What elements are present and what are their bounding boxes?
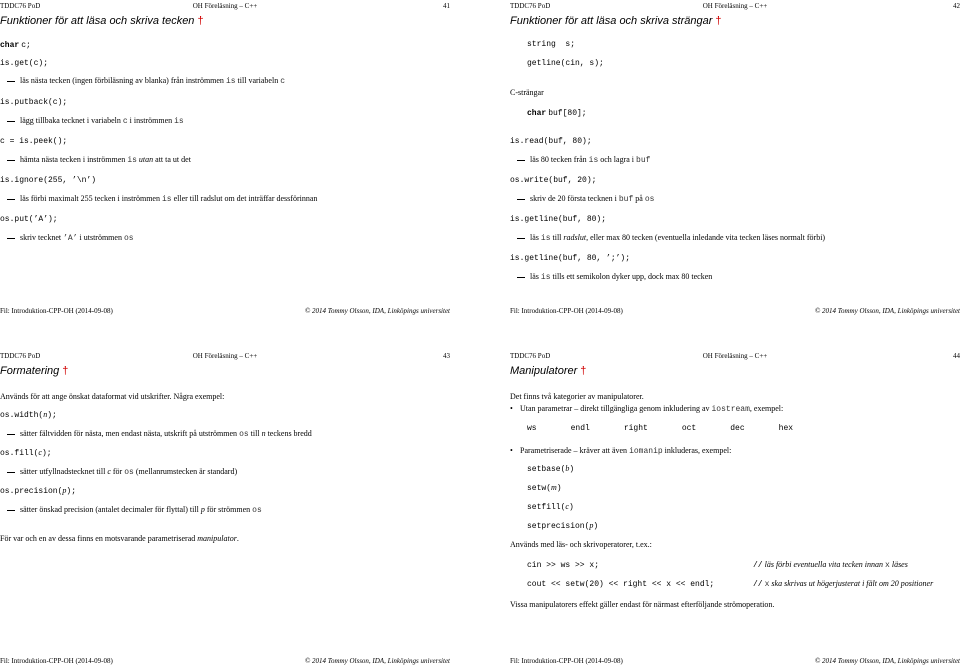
page-number: 44 <box>953 352 960 360</box>
dash-icon <box>517 160 525 161</box>
slide-43 <box>0 350 450 670</box>
slide-footer <box>0 305 450 317</box>
dash-icon <box>517 199 525 200</box>
manipulator-list: ws endl right oct dec hex <box>527 424 794 433</box>
code-line: setw(m) <box>527 483 562 493</box>
code-line: is.getline(buf, 80, ’;’); <box>510 254 631 263</box>
slide-footer <box>0 655 450 667</box>
code-line: char buf[80]; <box>527 109 587 118</box>
lecture-name: OH Föreläsning – C++ <box>702 352 768 360</box>
lecture-name: OH Föreläsning – C++ <box>192 352 258 360</box>
course-code: TDDC76 PoD <box>510 2 551 10</box>
intro-text: Används för att ange önskat dataformat vid utskrifter. Några exempel: <box>0 392 225 401</box>
dash-icon <box>7 121 15 122</box>
file-info: Fil: Introduktion-CPP-OH (2014-09-08) <box>510 307 623 315</box>
file-info: Fil: Introduktion-CPP-OH (2014-09-08) <box>0 307 113 315</box>
dash-icon <box>7 81 15 82</box>
slide-title: Funktioner för att läsa och skriva tecken † <box>0 15 204 27</box>
code-line: c = is.peek(); <box>0 137 68 146</box>
code-line: setbase(b) <box>527 464 575 474</box>
dash-icon <box>517 238 525 239</box>
closing-text: Vissa manipulatorers effekt gäller endast för närmast efterföljande strömoperation. <box>510 600 775 609</box>
course-code: TDDC76 PoD <box>0 352 41 360</box>
copyright: © 2014 Tommy Olsson, IDA, Linköpings universitet <box>304 307 450 315</box>
usage-text: Används med läs- och skrivoperatorer, t.ex.: <box>510 540 652 549</box>
code-line: setfill(c) <box>527 502 574 512</box>
closing-text: För var och en av dessa finns en motsvarande parametriserad manipulator. <box>0 534 239 543</box>
bullet-item: • Utan parametrar – direkt tillgängliga genom inkludering av iostream, exempel: <box>510 404 784 414</box>
description-line: hämta nästa tecken i inströmmen is utan att ta ut det <box>7 155 191 166</box>
code-line: os.write(buf, 20); <box>510 176 597 185</box>
description-line: skriv de 20 första tecknen i buf på os <box>517 194 654 205</box>
dagger-link[interactable]: † <box>715 15 722 27</box>
intro-text: Det finns två kategorier av manipulatorer. <box>510 392 644 401</box>
code-line: getline(cin, s); <box>527 59 604 68</box>
description-line: sätter önskad precision (antalet decimaler för flyttal) till p för strömmen os <box>7 505 262 516</box>
description-line: läs nästa tecken (ingen förbiläsning av blanka) från inströmmen is till variabeln c <box>7 76 285 87</box>
slide-header <box>0 350 450 362</box>
description-line: skriv tecknet ’A’ i utströmmen os <box>7 233 134 244</box>
course-code: TDDC76 PoD <box>0 2 41 10</box>
course-code: TDDC76 PoD <box>510 352 551 360</box>
dash-icon <box>7 199 15 200</box>
dash-icon <box>7 434 15 435</box>
bullet-icon: • <box>510 446 513 455</box>
file-info: Fil: Introduktion-CPP-OH (2014-09-08) <box>0 657 113 665</box>
description-line: sätter fältvidden för nästa, men endast nästa, utskrift på utströmmen os till n teckens bredd <box>7 429 312 440</box>
dagger-link[interactable]: † <box>580 365 587 377</box>
description-line: sätter utfyllnadstecknet till c för os (mellanrumstecken är standard) <box>7 467 237 478</box>
slide-header <box>0 0 450 12</box>
slide-title: Manipulatorer † <box>510 365 587 377</box>
lecture-name: OH Föreläsning – C++ <box>702 2 768 10</box>
slide-44 <box>510 350 960 670</box>
slide-header <box>510 0 960 12</box>
code-line: is.getline(buf, 80); <box>510 215 607 224</box>
code-example: cout << setw(20) << right << x << endl; // x ska skrivas ut högerjusterat i fält om 20 positioner <box>527 579 934 589</box>
code-line: is.get(c); <box>0 59 49 68</box>
dagger-link[interactable]: † <box>62 365 69 377</box>
code-example: cin >> ws >> x; // läs förbi eventuella vita tecken innan x läses <box>527 560 908 570</box>
slide-41 <box>0 0 450 320</box>
code-line: os.put(’A’); <box>0 215 58 224</box>
description-line: läs 80 tecken från is och lagra i buf <box>517 155 650 166</box>
slide-title: Formatering † <box>0 365 69 377</box>
section-label: C-strängar <box>510 88 544 97</box>
description-line: läs förbi maximalt 255 tecken i inströmmen is eller till radslut om det inträffar dessförinnan <box>7 194 317 205</box>
copyright: © 2014 Tommy Olsson, IDA, Linköpings universitet <box>304 657 450 665</box>
page-number: 41 <box>443 2 450 10</box>
file-info: Fil: Introduktion-CPP-OH (2014-09-08) <box>510 657 623 665</box>
copyright: © 2014 Tommy Olsson, IDA, Linköpings universitet <box>814 657 960 665</box>
slide-footer <box>510 305 960 317</box>
code-line: os.precision(p); <box>0 486 77 496</box>
dash-icon <box>7 160 15 161</box>
description-line: lägg tillbaka tecknet i variabeln c i inströmmen is <box>7 116 184 127</box>
dagger-link[interactable]: † <box>197 15 204 27</box>
code-line: is.read(buf, 80); <box>510 137 592 146</box>
description-line: läs is tills ett semikolon dyker upp, dock max 80 tecken <box>517 272 712 283</box>
dash-icon <box>517 277 525 278</box>
slide-42 <box>510 0 960 320</box>
bullet-item: • Parametriserade – kräver att även iomanip inkluderas, exempel: <box>510 446 732 456</box>
code-line: is.ignore(255, ’\n’) <box>0 176 97 185</box>
bullet-icon: • <box>510 404 513 413</box>
dash-icon <box>7 238 15 239</box>
slide-header <box>510 350 960 362</box>
page-number: 43 <box>443 352 450 360</box>
dash-icon <box>7 510 15 511</box>
slide-footer <box>510 655 960 667</box>
code-line: string s; <box>527 40 576 49</box>
lecture-name: OH Föreläsning – C++ <box>192 2 258 10</box>
code-line: setprecision(p) <box>527 521 599 531</box>
code-line: os.width(n); <box>0 410 57 420</box>
description-line: läs is till radslut, eller max 80 tecken (eventuella inledande vita tecken läses normalt förbi) <box>517 233 825 244</box>
code-line: is.putback(c); <box>0 98 68 107</box>
code-line: char c; <box>0 41 31 50</box>
code-line: os.fill(c); <box>0 448 52 458</box>
copyright: © 2014 Tommy Olsson, IDA, Linköpings universitet <box>814 307 960 315</box>
slide-title: Funktioner för att läsa och skriva strängar † <box>510 15 722 27</box>
page-number: 42 <box>953 2 960 10</box>
dash-icon <box>7 472 15 473</box>
